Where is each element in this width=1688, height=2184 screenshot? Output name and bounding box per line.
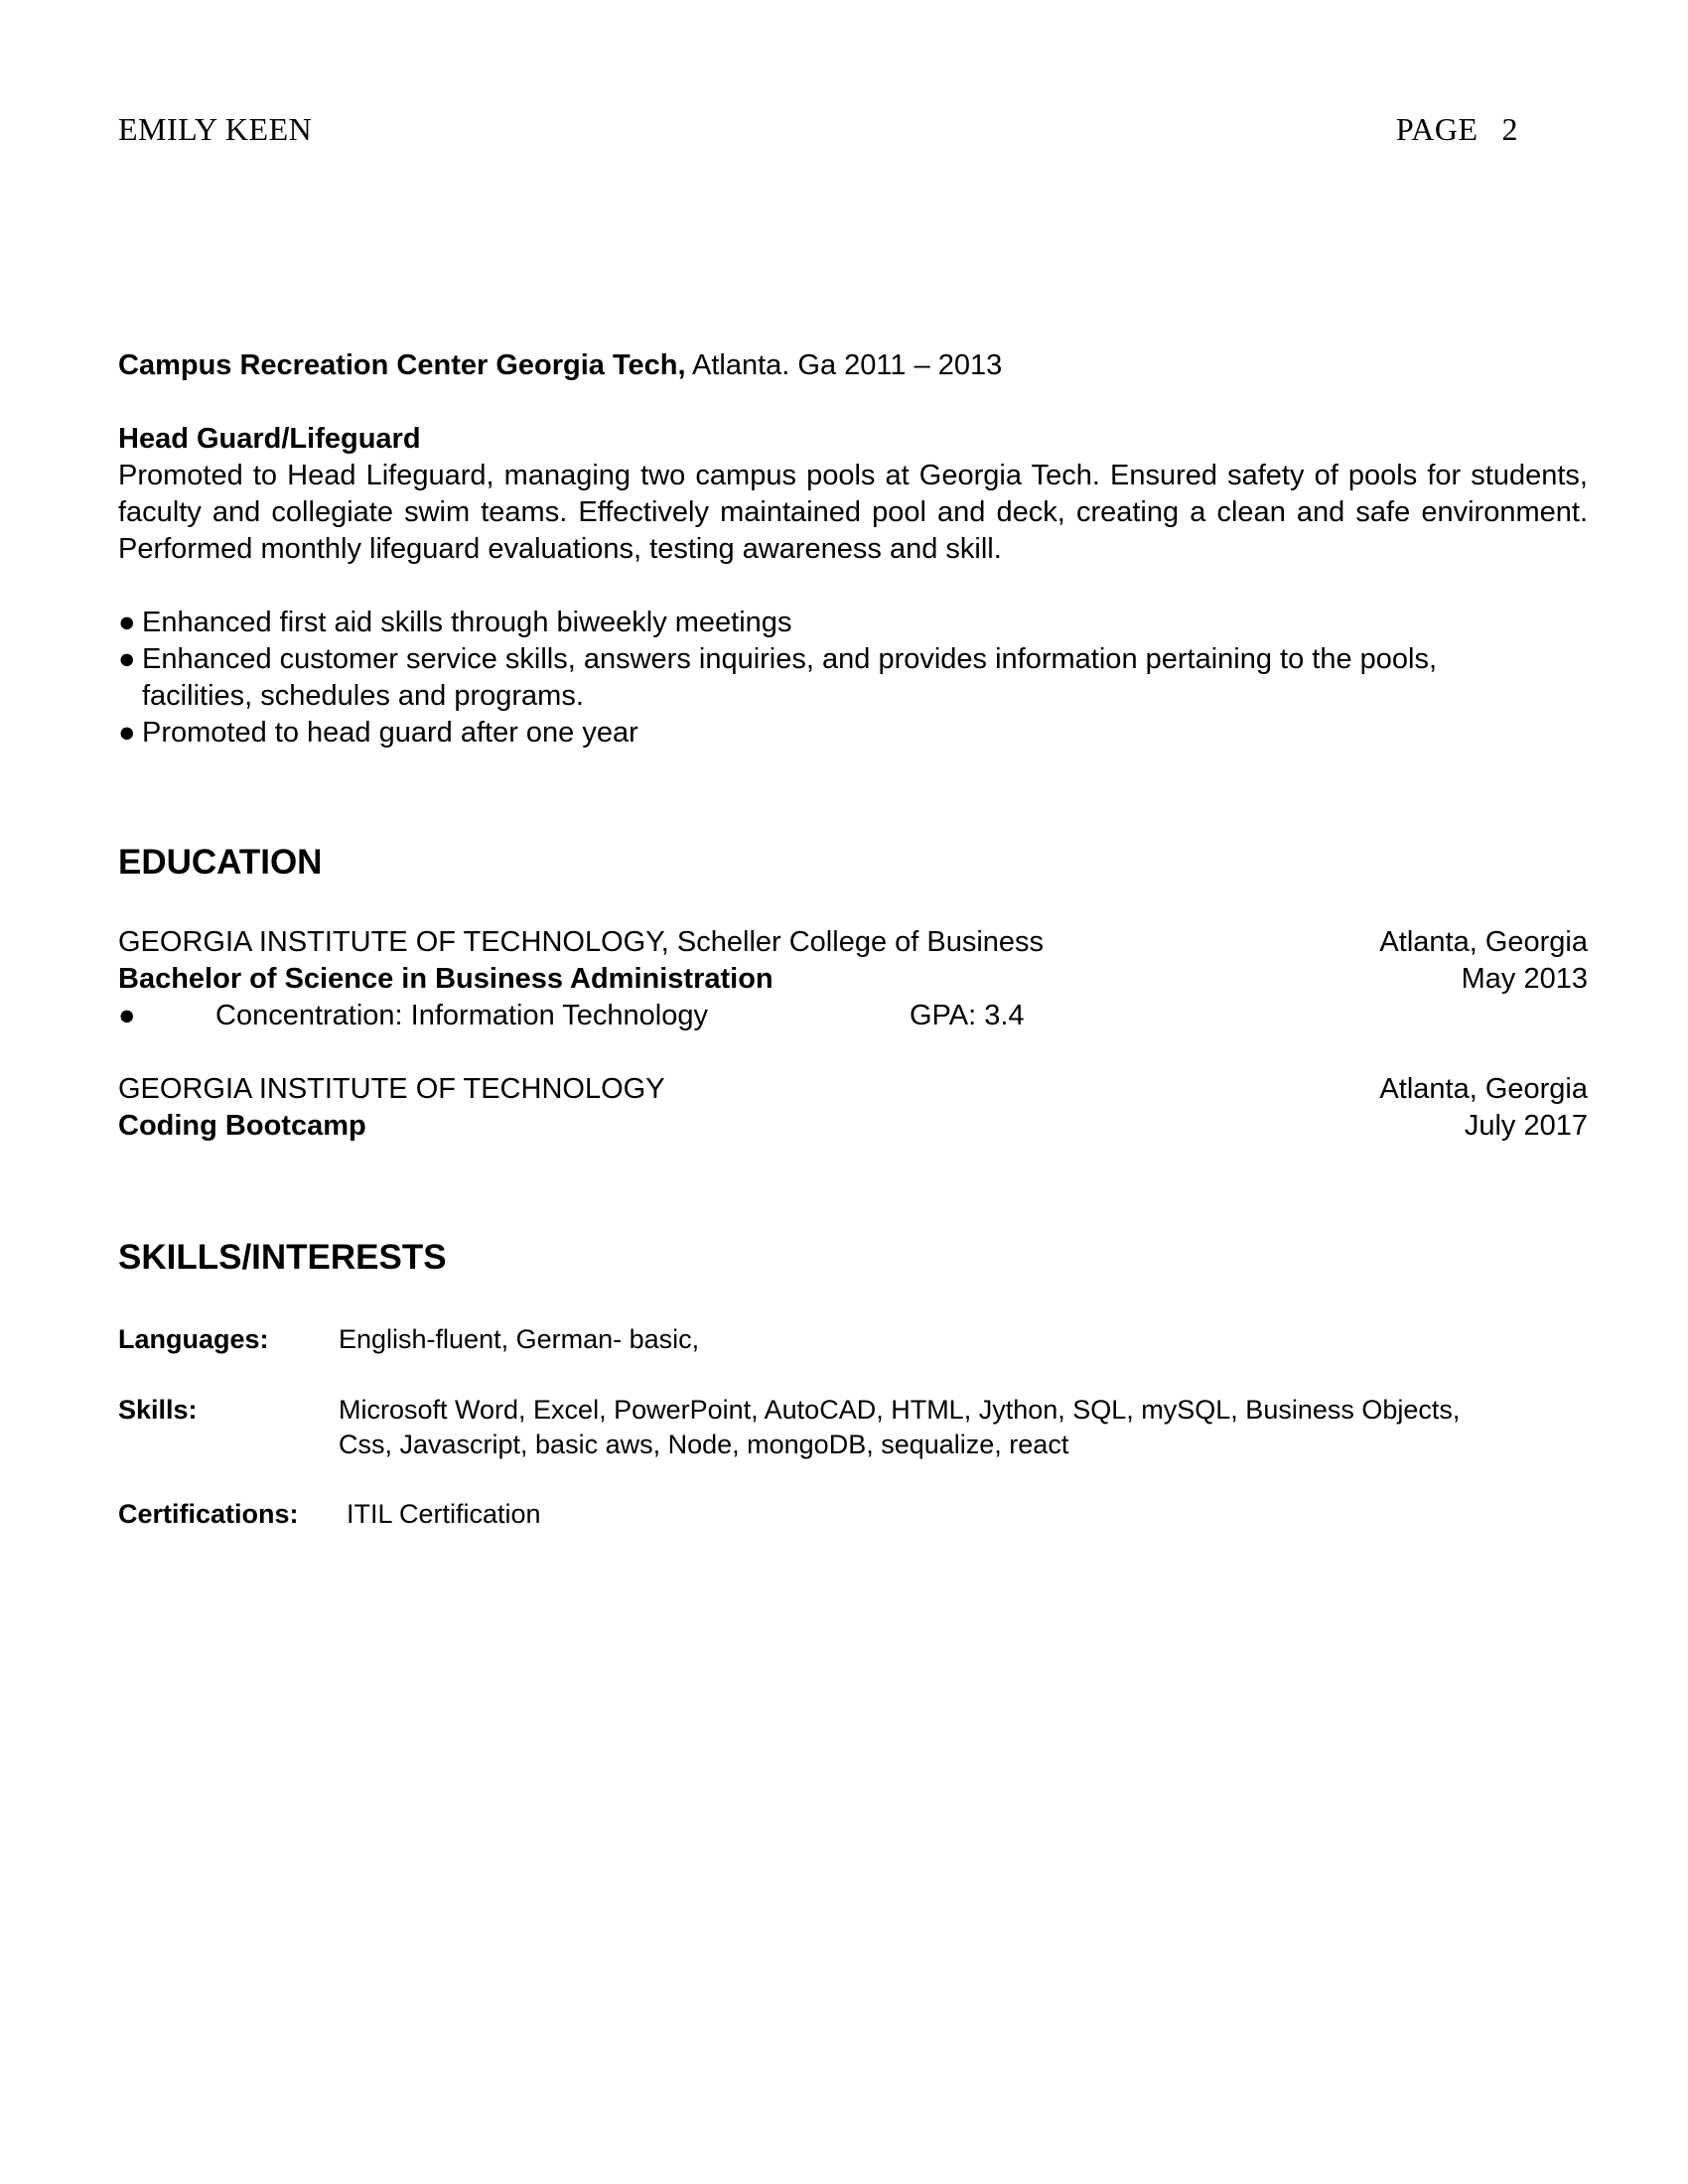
concentration-row (118, 998, 1588, 1034)
page-number: 2 (1501, 111, 1518, 147)
certifications-row (118, 1497, 1588, 1532)
resume-content (118, 347, 1588, 1532)
languages-row (118, 1322, 1588, 1357)
education-institution-row (118, 1071, 1588, 1108)
gpa: GPA: 3.4 (910, 1000, 1025, 1031)
degree-date: May 2013 (1461, 963, 1588, 995)
role-description: Promoted to Head Lifeguard, managing two campus pools at Georgia Tech. Ensured safety of pools for students, faculty and collegiate swim teams. Effectively maintained pool and deck, creating a clean and safe environment. Performed monthly lifeguard evaluations, testing awareness and skill. (118, 460, 1588, 565)
bullet-icon: ● (118, 607, 136, 638)
role-title: Head Guard/Lifeguard (118, 423, 421, 455)
institution-name: GEORGIA INSTITUTE OF TECHNOLOGY (118, 1073, 665, 1105)
degree-date: July 2017 (1464, 1110, 1588, 1142)
skills-heading: SKILLS/INTERESTS (118, 1238, 447, 1277)
education-heading: EDUCATION (118, 843, 323, 882)
employer-location-dates: Atlanta. Ga 2011 – 2013 (685, 349, 1003, 381)
education-institution-row (118, 924, 1588, 961)
list-item (118, 715, 1588, 751)
certifications-value: ITIL Certification (347, 1499, 541, 1529)
languages-label: Languages: (118, 1324, 269, 1354)
page-label-text: PAGE (1395, 111, 1478, 147)
employer-line (118, 347, 1588, 384)
bullet-icon: ● (118, 1000, 136, 1031)
institution-location: Atlanta, Georgia (1379, 926, 1588, 958)
languages-value: English-fluent, German- basic, (339, 1324, 700, 1354)
institution-location: Atlanta, Georgia (1379, 1073, 1588, 1105)
header-page-label (1396, 111, 1518, 148)
achievement-list (118, 605, 1588, 751)
institution-name: GEORGIA INSTITUTE OF TECHNOLOGY, Scheller College of Business (118, 926, 1045, 958)
education-entry (118, 924, 1588, 1034)
bullet-text: Enhanced first aid skills through biweekly meetings (142, 607, 792, 638)
concentration: Concentration: Information Technology (215, 1000, 708, 1031)
skills-value-line-2: Css, Javascript, basic aws, Node, mongoDB, sequalize, react (339, 1430, 1069, 1459)
degree-title: Bachelor of Science in Business Administration (118, 963, 774, 995)
bullet-icon: ● (118, 717, 136, 749)
list-item (118, 605, 1588, 641)
skills-value-line-1: Microsoft Word, Excel, PowerPoint, AutoCAD, HTML, Jython, SQL, mySQL, Business Objects, (339, 1395, 1461, 1425)
bullet-text: Promoted to head guard after one year (142, 717, 638, 749)
bullet-icon: ● (118, 643, 136, 675)
certifications-label: Certifications: (118, 1499, 299, 1529)
education-degree-row (118, 1108, 1588, 1145)
list-item (118, 641, 1588, 715)
experience-entry (118, 347, 1588, 751)
degree-title: Coding Bootcamp (118, 1110, 366, 1142)
education-degree-row (118, 961, 1588, 998)
header-name: EMILY KEEN (118, 111, 313, 147)
education-entry (118, 1071, 1588, 1145)
skills-label: Skills: (118, 1395, 198, 1425)
skills-row (118, 1393, 1588, 1462)
employer-name: Campus Recreation Center Georgia Tech, (118, 349, 686, 381)
bullet-text: Enhanced customer service skills, answers inquiries, and provides information pertaining to the pools, facilities, schedules and programs. (142, 643, 1438, 712)
